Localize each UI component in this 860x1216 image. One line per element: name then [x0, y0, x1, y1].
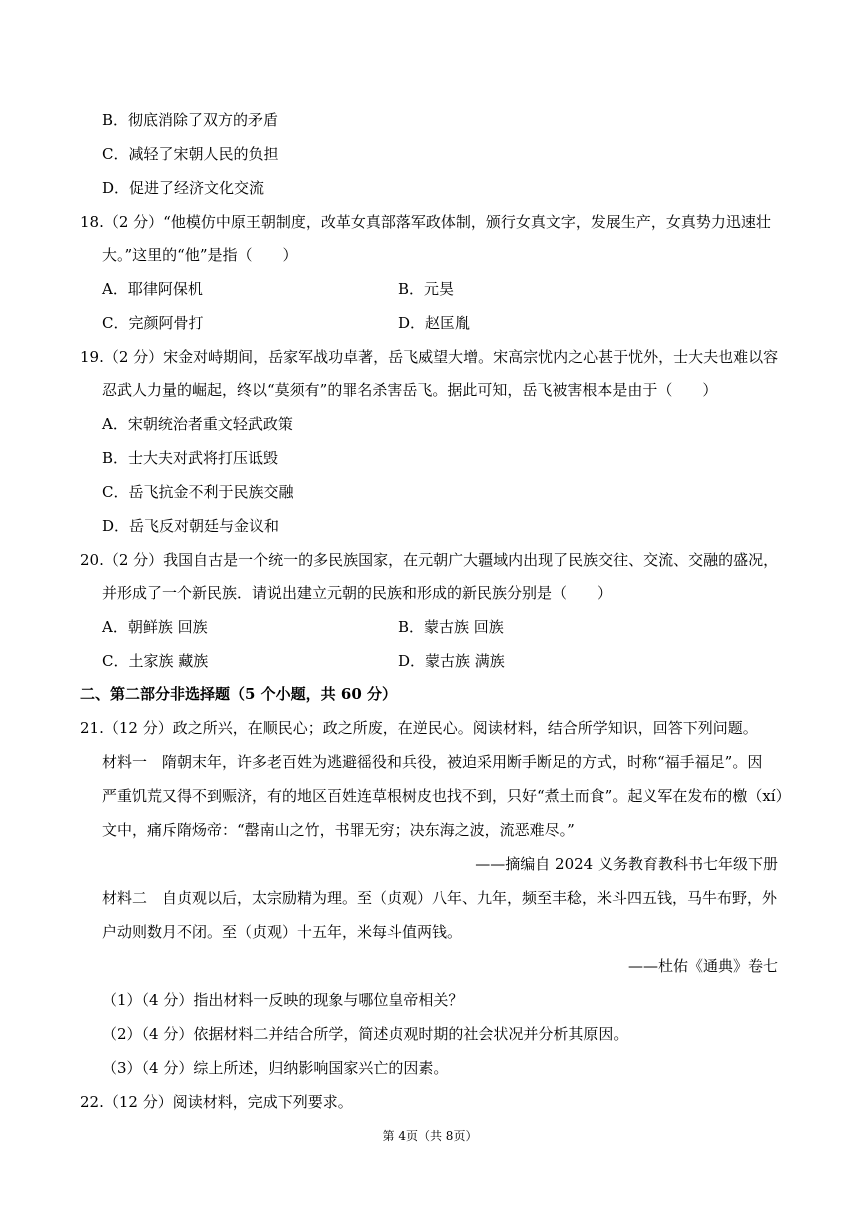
q19-option-c: C．岳飞抗金不利于民族交融: [102, 483, 294, 501]
page-footer: 第 4页（共 8页）: [382, 1129, 478, 1143]
q21-material2-line2: 户动则数月不闭。至（贞观）十五年，米每斗值两钱。: [102, 923, 463, 941]
q18-stem-line2: 大。”这里的“他”是指（ ）: [102, 246, 298, 264]
q17-option-d: D．促进了经济文化交流: [102, 179, 265, 197]
q19-option-b: B．士大夫对武将打压诋毁: [102, 449, 279, 467]
q21-material1-source: ——摘编自 2024 义务教育教科书七年级下册: [475, 855, 778, 873]
q21-material2-source: ——杜佑《通典》卷七: [627, 957, 778, 975]
q19-stem-line1: 19.（2 分）宋金对峙期间，岳家军战功卓著，岳飞威望大增。宋高宗忧内之心甚于忧外，士大夫也难以容: [80, 348, 779, 366]
q21-intro: 21.（12 分）政之所兴，在顺民心；政之所废，在逆民心。阅读材料，结合所学知识，回答下列问题。: [80, 719, 758, 737]
q20-option-b: B．蒙古族 回族: [398, 618, 504, 636]
q21-material1-line1: 材料一 隋朝末年，许多老百姓为逃避徭役和兵役，被迫采用断手断足的方式，时称“福手福足”。因: [102, 753, 763, 771]
q22-intro: 22.（12 分）阅读材料，完成下列要求。: [80, 1093, 353, 1111]
q19-stem-line2: 忍武人力量的崛起，终以“莫须有”的罪名杀害岳飞。据此可知，岳飞被害根本是由于（ ）: [102, 381, 718, 399]
q19-option-d: D．岳飞反对朝廷与金议和: [102, 517, 280, 535]
q18-option-b: B．元昊: [398, 280, 455, 298]
q21-material1-line3: 文中，痛斥隋炀帝：“罄南山之竹，书罪无穷；决东海之波，流恶难尽。”: [102, 821, 575, 839]
q21-material1-line2: 严重饥荒又得不到赈济，有的地区百姓连草根树皮也找不到，只好“煮土而食”。起义军在发布的檄（xí）: [102, 787, 791, 805]
q18-option-a: A．耶律阿保机: [102, 280, 203, 298]
q18-stem-line1: 18.（2 分）“他模仿中原王朝制度，改革女真部落军政体制，颁行女真文字，发展生产，女真势力迅速壮: [80, 213, 771, 231]
section-heading: 二、第二部分非选择题（5 个小题，共 60 分）: [80, 685, 397, 703]
q21-material2-line1: 材料二 自贞观以后，太宗励精为理。至（贞观）八年、九年，频至丰稔，米斗四五钱，马牛布野，外: [102, 889, 778, 907]
q20-stem-line1: 20.（2 分）我国自古是一个统一的多民族国家，在元朝广大疆域内出现了民族交往、交流、交融的盛况，: [80, 551, 779, 569]
q18-option-d: D．赵匡胤: [398, 314, 471, 332]
q20-option-a: A．朝鲜族 回族: [102, 618, 208, 636]
q20-stem-line2: 并形成了一个新民族．请说出建立元朝的民族和形成的新民族分别是（ ）: [102, 584, 613, 602]
q21-subquestion-3: （3）（4 分）综上所述，归纳影响国家兴亡的因素。: [102, 1059, 449, 1077]
q20-option-c: C．土家族 藏族: [102, 652, 209, 670]
q20-option-d: D．蒙古族 满族: [398, 652, 505, 670]
q18-option-c: C．完颜阿骨打: [102, 314, 204, 332]
q17-option-b: B．彻底消除了双方的矛盾: [102, 111, 279, 129]
q19-option-a: A．宋朝统治者重文轻武政策: [102, 415, 293, 433]
q17-option-c: C．减轻了宋朝人民的负担: [102, 145, 279, 163]
q21-subquestion-1: （1）（4 分）指出材料一反映的现象与哪位皇帝相关？: [102, 991, 464, 1009]
q21-subquestion-2: （2）（4 分）依据材料二并结合所学，简述贞观时期的社会状况并分析其原因。: [102, 1025, 629, 1043]
